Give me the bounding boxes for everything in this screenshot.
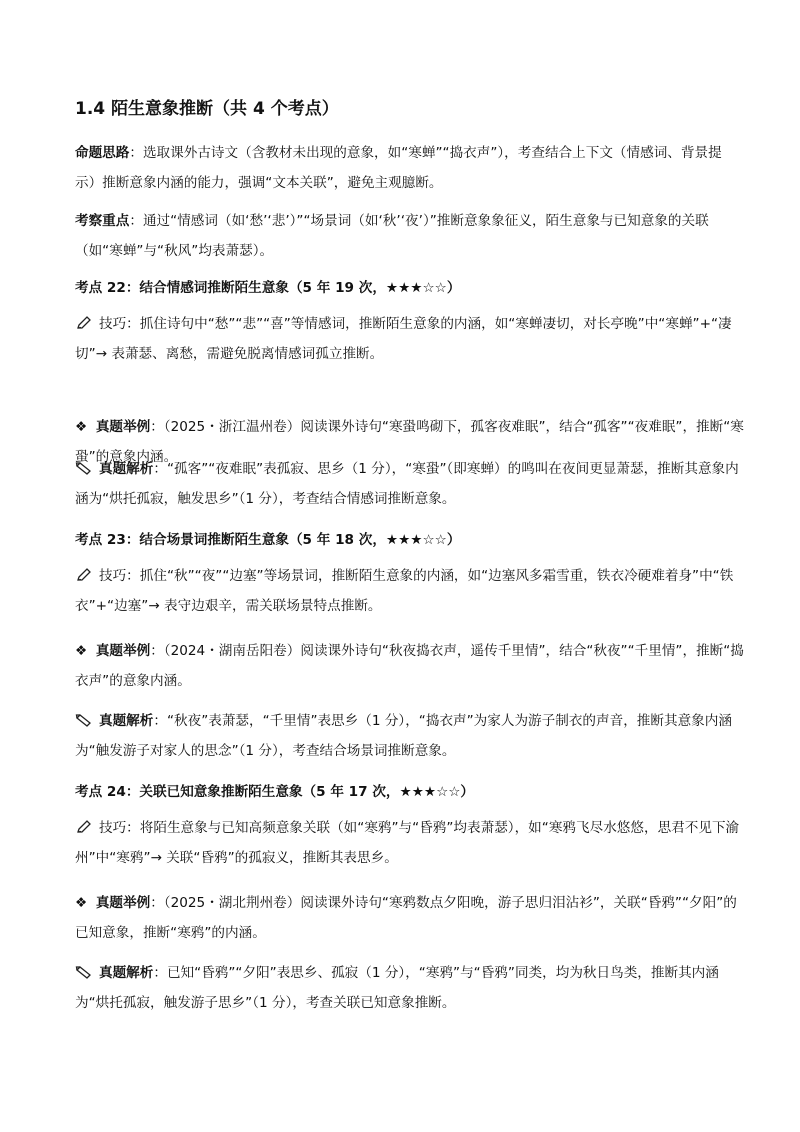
example-label: 真题举例 xyxy=(95,895,151,911)
point-22-title: 考点 22：结合情感词推断陌生意象（5 年 19 次，★★★☆☆） xyxy=(75,280,461,296)
point-23-example-text: ：（2024・湖南岳阳卷）阅读课外诗句“秋夜捣衣声，遥传千里情”，结合“秋夜”“千里情”，推断“捣衣声”的意象内涵。 xyxy=(75,643,744,689)
pencil-icon xyxy=(75,819,93,835)
point-23-skill-text: 技巧：抓住“秋”“夜”“边塞”等场景词，推断陌生意象的内涵，如“边塞风多霜雪重，铁衣冷硬难着身”中“铁衣”+“边塞”→ 表守边艰辛，需关联场景特点推断。 xyxy=(75,568,734,614)
exam-focus xyxy=(75,206,735,266)
point-24-analysis xyxy=(75,958,745,1018)
point-23-title: 考点 23：结合场景词推断陌生意象（5 年 18 次，★★★☆☆） xyxy=(75,532,461,548)
point-22-analysis xyxy=(75,454,745,514)
point-24-example xyxy=(75,888,745,948)
focus-label: 考察重点 xyxy=(75,213,130,229)
proposition-idea xyxy=(75,138,735,198)
pencil-icon xyxy=(75,567,93,583)
point-24-title: 考点 24：关联已知意象推断陌生意象（5 年 17 次，★★★☆☆） xyxy=(75,784,475,800)
point-22-example-text: ：（2025・浙江温州卷）阅读课外诗句“寒蛩鸣砌下，孤客夜难眠”，结合“孤客”“夜难眠”，推断“寒蛩”的意象内涵。 xyxy=(75,419,744,465)
analysis-label: 真题解析 xyxy=(99,965,154,981)
point-23-analysis-text: ：“秋夜”表萧瑟，“千里情”表思乡（1 分），“捣衣声”为家人为游子制衣的声音，推断其意象内涵为“触发游子对家人的思念”（1 分），考查结合场景词推断意象。 xyxy=(75,713,732,759)
idea-label: 命题思路 xyxy=(75,145,130,161)
point-24-skill xyxy=(75,813,745,873)
pencil-analysis-icon xyxy=(75,712,93,728)
example-label: 真题举例 xyxy=(95,419,151,435)
idea-text: ：选取课外古诗文（含教材未出现的意象，如“寒蝉”“捣衣声”），考查结合上下文（情感词、背景提示）推断意象内涵的能力，强调“文本关联”，避免主观臆断。 xyxy=(75,145,722,191)
point-24-analysis-text: ：已知“昏鸦”“夕阳”表思乡、孤寂（1 分），“寒鸦”与“昏鸦”同类，均为秋日鸟类，推断其内涵为“烘托孤寂，触发游子思乡”（1 分），考查关联已知意象推断。 xyxy=(75,965,719,1011)
diamond-icon: ❖ xyxy=(75,895,88,911)
point-24-skill-text: 技巧：将陌生意象与已知高频意象关联（如“寒鸦”与“昏鸦”均表萧瑟），如“寒鸦飞尽水悠悠，思君不见下渝州”中“寒鸦”→ 关联“昏鸦”的孤寂义，推断其表思乡。 xyxy=(75,820,740,866)
example-label: 真题举例 xyxy=(95,643,151,659)
point-23-analysis xyxy=(75,706,745,766)
section-title: 1.4 陌生意象推断（共 4 个考点） xyxy=(75,99,339,119)
point-23-skill xyxy=(75,561,745,621)
point-22-analysis-text: ：“孤客”“夜难眠”表孤寂、思乡（1 分），“寒蛩”（即寒蝉）的鸣叫在夜间更显萧瑟，推断其意象内涵为“烘托孤寂，触发思乡”（1 分），考查结合情感词推断意象。 xyxy=(75,461,739,507)
analysis-label: 真题解析 xyxy=(99,713,154,729)
diamond-icon: ❖ xyxy=(75,419,88,435)
pencil-analysis-icon xyxy=(75,460,93,476)
point-22-skill-text: 技巧：抓住诗句中“愁”“悲”“喜”等情感词，推断陌生意象的内涵，如“寒蝉凄切，对长亭晚”中“寒蝉”+“凄切”→ 表萧瑟、离愁，需避免脱离情感词孤立推断。 xyxy=(75,316,732,362)
point-24-example-text: ：（2025・湖北荆州卷）阅读课外诗句“寒鸦数点夕阳晚，游子思归泪沾衫”，关联“昏鸦”“夕阳”的已知意象，推断“寒鸦”的内涵。 xyxy=(75,895,737,941)
analysis-label: 真题解析 xyxy=(99,461,154,477)
pencil-analysis-icon xyxy=(75,964,93,980)
focus-text: ：通过“情感词（如‘愁’‘悲’）”“场景词（如‘秋’‘夜’）”推断意象象征义，陌生意象与已知意象的关联（如“寒蝉”与“秋风”均表萧瑟）。 xyxy=(75,213,709,259)
diamond-icon: ❖ xyxy=(75,643,88,659)
point-23-example xyxy=(75,636,745,696)
point-22-skill xyxy=(75,309,745,369)
pencil-icon xyxy=(75,315,93,331)
